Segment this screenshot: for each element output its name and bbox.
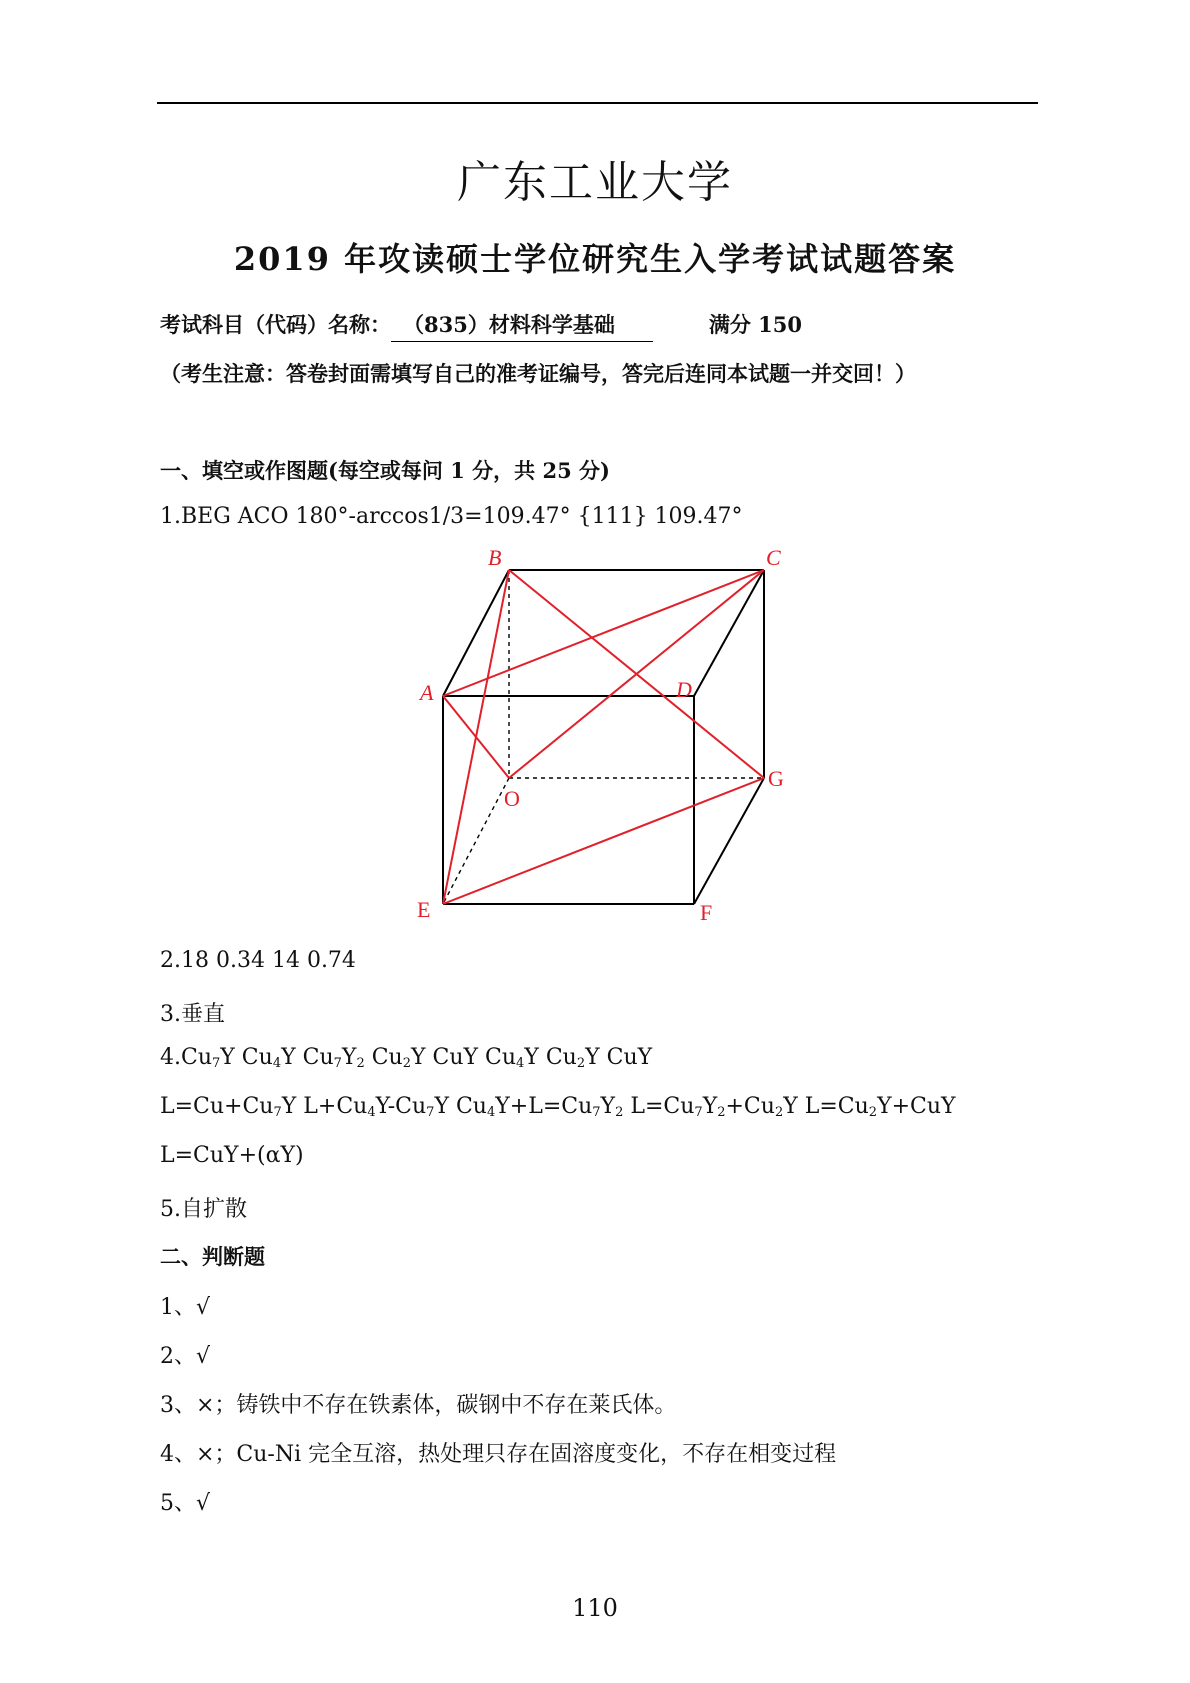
- subject-name: （835）材料科学基础: [391, 309, 653, 342]
- vertex-label-o: O: [504, 786, 520, 811]
- judge-item-1: 1、√: [160, 1295, 211, 1320]
- section2-heading: 二、判断题: [160, 1244, 265, 1269]
- vertex-label-f: F: [700, 900, 713, 925]
- judge-item-2: 2、√: [160, 1344, 211, 1369]
- answer-q4-line1: $4.Cu_7Y$ $Cu_4Y$ $Cu_7Y_2$ $Cu_2Y$ CuY $Cu_4Y$ $Cu_2Y$ CuY: [160, 1045, 653, 1071]
- answer-q4-line3: L=CuY+(αY): [160, 1143, 304, 1168]
- answer-q1: 1.BEG ACO 180°-arccos1/3=109.47° {111} 109.47°: [160, 504, 743, 529]
- red-diagonals: [443, 570, 764, 904]
- vertex-label-e: E: [417, 897, 431, 922]
- vertex-label-d: D: [676, 677, 692, 702]
- page-number: 110: [572, 1594, 618, 1622]
- subject-line: [160, 309, 802, 342]
- judge-item-3: 3、×；铸铁中不存在铁素体，碳钢中不存在莱氏体。: [160, 1393, 677, 1418]
- judge-item-4: 4、×；Cu-Ni 完全互溶，热处理只存在固溶度变化，不存在相变过程: [160, 1442, 837, 1467]
- full-marks: 满分 150: [708, 312, 802, 337]
- cube-edges: [443, 570, 764, 904]
- answer-q5: 5.自扩散: [160, 1197, 247, 1222]
- exam-title: 2019 年攻读硕士学位研究生入学考试试题答案: [233, 240, 957, 278]
- top-rule: [157, 102, 1038, 104]
- section1-heading: 一、填空或作图题(每空或每问 1 分，共 25 分): [160, 458, 610, 483]
- vertex-label-g: G: [768, 766, 784, 791]
- subject-label: 考试科目（代码）名称：: [160, 312, 391, 337]
- vertex-label-b: B: [488, 545, 502, 570]
- vertex-label-c: C: [766, 545, 781, 570]
- cube-hidden-edges: [443, 570, 764, 904]
- answer-q4-line2: $L=Cu+Cu_7Y$ $L+Cu_4Y-Cu_7Y$ $Cu_4Y+L=Cu_7Y_2$ $L=Cu_7Y_2+Cu_2Y$ $L=Cu_2Y+CuY$: [160, 1094, 956, 1120]
- vertex-label-a: A: [420, 680, 434, 705]
- judge-item-5: 5、√: [160, 1491, 211, 1516]
- answer-q2: 2.18 0.34 14 0.74: [160, 948, 356, 973]
- candidate-notice: （考生注意：答卷封面需填写自己的准考证编号，答完后连同本试题一并交回！）: [160, 361, 916, 386]
- university-title: 广东工业大学: [457, 157, 733, 208]
- answer-q3: 3.垂直: [160, 1002, 225, 1027]
